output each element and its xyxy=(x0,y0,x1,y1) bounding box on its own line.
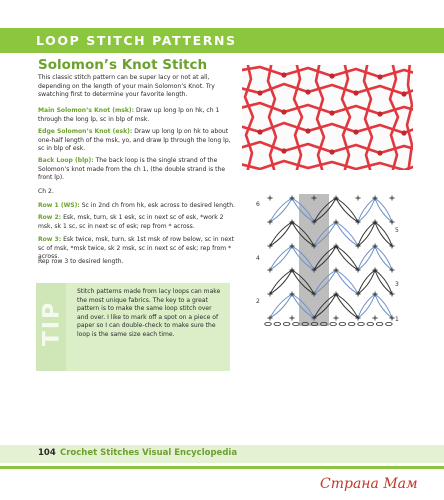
chain-stitch-symbol xyxy=(386,322,393,325)
knot-loop-symbol xyxy=(358,198,375,222)
knot-loop-symbol xyxy=(270,198,292,222)
knot-loop-symbol xyxy=(375,198,392,222)
single-crochet-symbol xyxy=(334,220,339,225)
knot-loop-symbol xyxy=(270,270,292,294)
row-label: Row 3: xyxy=(38,236,62,243)
knot-loop-symbol xyxy=(375,246,392,270)
site-watermark: Страна Мам xyxy=(320,476,418,492)
single-crochet-symbol xyxy=(290,196,295,201)
stitch-diagram-chart xyxy=(252,180,404,330)
knot-loop-symbol xyxy=(336,270,358,294)
knot-loop-symbol xyxy=(375,222,392,246)
term-definition: Draw up long lp on hk, ch 1 through the long lp, sc in blp of msk. xyxy=(38,107,220,123)
single-crochet-symbol xyxy=(268,316,273,321)
chain-stitch-symbol xyxy=(358,322,365,325)
tip-label: TIP xyxy=(39,300,65,347)
single-crochet-symbol xyxy=(373,316,378,321)
single-crochet-symbol xyxy=(268,292,273,297)
single-crochet-symbol xyxy=(268,268,273,273)
single-crochet-symbol xyxy=(334,316,339,321)
knot-loop-symbol xyxy=(358,222,375,246)
term-definition: The back loop is the single strand of the Solomon’s knot made from the ch 1, (the double strand is the front lp). xyxy=(38,157,226,182)
stitch-diagram xyxy=(252,180,404,330)
intro-paragraph xyxy=(38,74,235,100)
chain-stitch-symbol xyxy=(265,322,272,325)
knot-loop-symbol xyxy=(270,294,292,318)
row-1-instruction xyxy=(38,202,235,211)
single-crochet-symbol xyxy=(268,220,273,225)
knot-loop-symbol xyxy=(270,246,292,270)
row-number-1: 1 xyxy=(395,316,399,323)
single-crochet-symbol xyxy=(290,316,295,321)
chain-stitch-symbol xyxy=(274,322,281,325)
single-crochet-symbol xyxy=(290,244,295,249)
row-number-3: 3 xyxy=(395,281,399,288)
knot-loop-symbol xyxy=(375,294,392,318)
single-crochet-symbol xyxy=(268,244,273,249)
term-esk xyxy=(38,128,235,154)
chapter-title: LOOP STITCH PATTERNS xyxy=(36,33,237,48)
page-number: 104 xyxy=(38,448,56,458)
row-number-4: 4 xyxy=(256,255,260,262)
section-title: Solomon’s Knot Stitch xyxy=(38,57,208,73)
row-2-instruction xyxy=(38,214,235,231)
tip-tab xyxy=(36,283,66,371)
row-number-2: 2 xyxy=(256,298,260,305)
single-crochet-symbol xyxy=(334,244,339,249)
knot-loop-symbol xyxy=(336,222,358,246)
row-number-6: 6 xyxy=(256,201,260,208)
single-crochet-symbol xyxy=(290,220,295,225)
row-text: Esk twice, msk, turn, sk 1st msk of row below, sc in next sc of msk, *msk twice, sk 2 msk, sc in next sc of esk; rep from * across. xyxy=(38,236,234,261)
single-crochet-symbol xyxy=(334,196,339,201)
single-crochet-symbol xyxy=(290,268,295,273)
instruction-text: Ch 2. xyxy=(38,188,54,195)
chapter-header-bar xyxy=(0,28,444,53)
chain-stitch-symbol xyxy=(283,322,290,325)
single-crochet-symbol xyxy=(356,196,361,201)
row-label: Row 1 (WS): xyxy=(38,202,80,209)
tip-text: Stitch patterns made from lacy loops can make the most unique fabrics. The key to a great pattern is to make the same loop stitch over and over. I like to mark off a spot on a piece of paper so I can double-check to make sure the loop is the same size each time. xyxy=(77,288,221,338)
knot-loop-symbol xyxy=(358,270,375,294)
term-label: Back Loop (blp): xyxy=(38,157,94,164)
knot-loop-symbol xyxy=(336,198,358,222)
chain-stitch-symbol xyxy=(376,322,383,325)
knot-loop-symbol xyxy=(336,294,358,318)
instruction-ch2 xyxy=(38,188,235,197)
tip-box xyxy=(36,283,230,371)
term-label: Edge Solomon’s Knot (esk): xyxy=(38,128,133,135)
row-text: Esk, msk, turn, sk 1 esk, sc in next sc of esk, *work 2 msk, sk 1 sc, sc in next sc of esk; rep from * across. xyxy=(38,214,224,230)
row-text: Sc in 2nd ch from hk, esk across to desired length. xyxy=(79,202,235,209)
repeat-text: Rep row 3 to desired length. xyxy=(38,258,124,265)
chain-stitch-symbol xyxy=(293,322,300,325)
term-label: Main Solomon’s Knot (msk): xyxy=(38,107,135,114)
chain-stitch-symbol xyxy=(339,322,346,325)
knot-loop-symbol xyxy=(358,294,375,318)
red-mesh-swatch-image xyxy=(242,65,413,170)
single-crochet-symbol xyxy=(268,196,273,201)
knot-loop-symbol xyxy=(358,246,375,270)
term-msk xyxy=(38,107,235,124)
knot-loop-symbol xyxy=(270,222,292,246)
single-crochet-symbol xyxy=(390,196,395,201)
page-footer xyxy=(0,445,444,463)
footer-rule xyxy=(0,466,444,469)
knot-loop-symbol xyxy=(375,270,392,294)
row-label: Row 2: xyxy=(38,214,62,221)
chain-stitch-symbol xyxy=(330,322,337,325)
chain-stitch-symbol xyxy=(348,322,355,325)
chain-stitch-symbol xyxy=(367,322,374,325)
swatch-photo xyxy=(242,65,413,170)
single-crochet-symbol xyxy=(290,292,295,297)
knot-loop-symbol xyxy=(336,246,358,270)
book-title: Crochet Stitches Visual Encyclopedia xyxy=(60,448,238,458)
single-crochet-symbol xyxy=(334,292,339,297)
repeat-instruction xyxy=(38,258,235,267)
term-blp xyxy=(38,157,235,183)
term-definition: Draw up long lp on hk to about one-half length of the msk, yo, and draw lp through the long lp, sc in blp of esk. xyxy=(38,128,231,153)
single-crochet-symbol xyxy=(334,268,339,273)
intro-text: This classic stitch pattern can be super lacy or not at all, depending on the length of your main Solomon’s Knot. Try swatching first to determine your favorite length. xyxy=(38,74,215,99)
row-number-5: 5 xyxy=(395,227,399,234)
